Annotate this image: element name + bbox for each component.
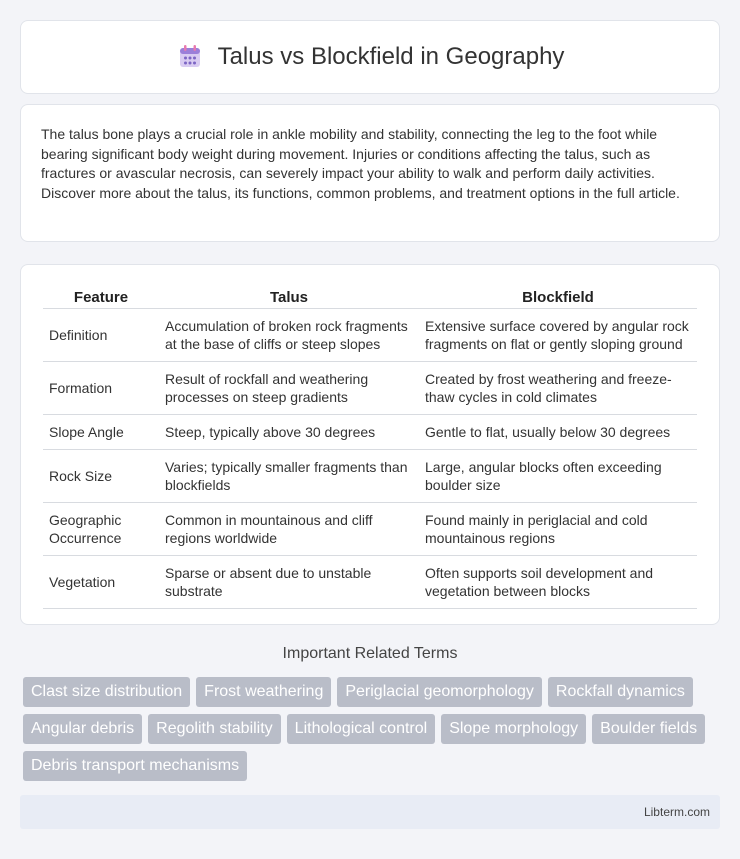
- feature-cell: Geographic Occurrence: [43, 503, 159, 556]
- header-talus: Talus: [159, 283, 419, 309]
- blockfield-cell: Often supports soil development and vegetation between blocks: [419, 556, 697, 609]
- header-feature: Feature: [43, 283, 159, 309]
- table-row: [43, 415, 697, 450]
- related-tag[interactable]: Rockfall dynamics: [548, 677, 693, 707]
- table-header-row: [43, 283, 697, 309]
- feature-cell: Vegetation: [43, 556, 159, 609]
- header-blockfield: Blockfield: [419, 283, 697, 309]
- footer: [20, 795, 720, 829]
- related-tag[interactable]: Slope morphology: [441, 714, 586, 744]
- related-tag[interactable]: Clast size distribution: [23, 677, 190, 707]
- table-row: [43, 362, 697, 415]
- talus-cell: Steep, typically above 30 degrees: [159, 415, 419, 450]
- title-wrap: [176, 43, 565, 71]
- blockfield-cell: Created by frost weathering and freeze-thaw cycles in cold climates: [419, 362, 697, 415]
- feature-cell: Formation: [43, 362, 159, 415]
- intro-text: The talus bone plays a crucial role in ankle mobility and stability, connecting the leg to the foot while bearing significant body weight during movement. Injuries or conditions affecting the talus, such as fractures or avascular necrosis, can severely impact your ability to walk and perform daily activities. Discover more about the talus, its functions, common problems, and treatment options in the full article.: [41, 126, 680, 201]
- blockfield-cell: Gentle to flat, usually below 30 degrees: [419, 415, 697, 450]
- blockfield-cell: Extensive surface covered by angular rock fragments on flat or gently sloping ground: [419, 309, 697, 362]
- calendar-icon: [176, 43, 204, 71]
- related-tag[interactable]: Angular debris: [23, 714, 142, 744]
- talus-cell: Accumulation of broken rock fragments at the base of cliffs or steep slopes: [159, 309, 419, 362]
- related-tag[interactable]: Boulder fields: [592, 714, 705, 744]
- table-row: [43, 309, 697, 362]
- blockfield-cell: Large, angular blocks often exceeding boulder size: [419, 450, 697, 503]
- comparison-card: [20, 264, 720, 625]
- related-tags: [23, 677, 723, 781]
- table-row: [43, 503, 697, 556]
- page-title: Talus vs Blockfield in Geography: [217, 43, 565, 70]
- feature-cell: Rock Size: [43, 450, 159, 503]
- footer-site-link[interactable]: Libterm.com: [643, 805, 710, 819]
- related-tag[interactable]: Regolith stability: [148, 714, 281, 744]
- talus-cell: Sparse or absent due to unstable substrate: [159, 556, 419, 609]
- talus-cell: Varies; typically smaller fragments than blockfields: [159, 450, 419, 503]
- table-row: [43, 556, 697, 609]
- talus-cell: Result of rockfall and weathering processes on steep gradients: [159, 362, 419, 415]
- related-terms-title: Important Related Terms: [282, 645, 458, 662]
- blockfield-cell: Found mainly in periglacial and cold mountainous regions: [419, 503, 697, 556]
- feature-cell: Slope Angle: [43, 415, 159, 450]
- talus-cell: Common in mountainous and cliff regions worldwide: [159, 503, 419, 556]
- title-card: [20, 20, 720, 94]
- comparison-table: [43, 283, 697, 609]
- related-tag[interactable]: Frost weathering: [196, 677, 331, 707]
- feature-cell: Definition: [43, 309, 159, 362]
- table-row: [43, 450, 697, 503]
- related-tag[interactable]: Lithological control: [287, 714, 436, 744]
- intro-card: [20, 104, 720, 242]
- related-tag[interactable]: Debris transport mechanisms: [23, 751, 247, 781]
- related-tag[interactable]: Periglacial geomorphology: [337, 677, 542, 707]
